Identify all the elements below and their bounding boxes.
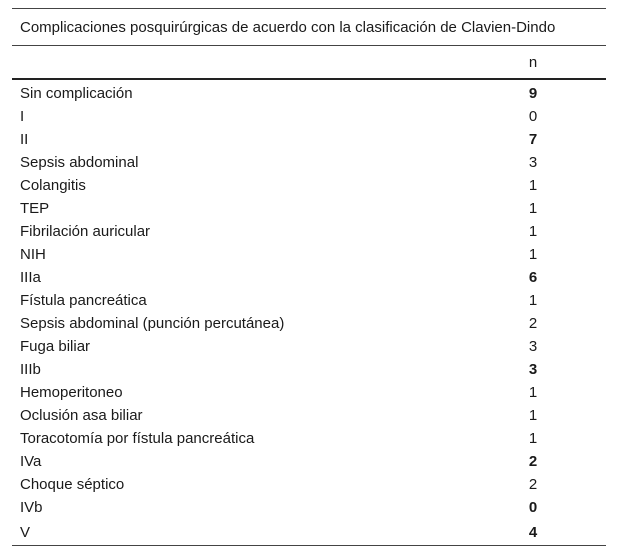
row-value: 1 <box>528 384 538 401</box>
row-label: Toracotomía por fístula pancreática <box>20 430 255 447</box>
row-label: II <box>20 131 29 148</box>
row-label: Sepsis abdominal (punción percutánea) <box>20 315 285 332</box>
table-row <box>12 450 606 473</box>
row-value: 1 <box>528 200 538 217</box>
table-header-row <box>12 46 606 80</box>
table-row <box>12 220 606 243</box>
table-row <box>12 266 606 289</box>
row-value: 2 <box>528 453 538 470</box>
table-row <box>12 381 606 404</box>
table-body <box>12 79 606 546</box>
row-label: I <box>20 108 25 125</box>
row-value: 1 <box>528 223 538 240</box>
row-value: 6 <box>528 269 538 286</box>
row-label: Sin complicación <box>20 85 133 102</box>
table-row <box>12 335 606 358</box>
complications-table <box>12 8 606 546</box>
row-label: Fibrilación auricular <box>20 223 151 240</box>
complications-table-container <box>12 8 606 546</box>
row-value: 2 <box>528 315 538 332</box>
row-label: IVa <box>20 453 42 470</box>
table-row <box>12 427 606 450</box>
row-value: 1 <box>528 430 538 447</box>
table-row <box>12 151 606 174</box>
row-value: 1 <box>528 246 538 263</box>
row-value: 1 <box>528 292 538 309</box>
row-label: NIH <box>20 246 46 263</box>
table-row <box>12 243 606 266</box>
row-value: 9 <box>528 85 538 102</box>
row-value: 1 <box>528 407 538 424</box>
row-label: Fístula pancreática <box>20 292 147 309</box>
table-row <box>12 496 606 519</box>
table-row <box>12 79 606 105</box>
row-value: 3 <box>528 338 538 355</box>
row-value: 3 <box>528 361 538 378</box>
row-label: Sepsis abdominal <box>20 154 139 171</box>
row-label: IVb <box>20 499 43 516</box>
row-value: 2 <box>528 476 538 493</box>
row-label: Choque séptico <box>20 476 125 493</box>
table-row <box>12 197 606 220</box>
row-label: V <box>12 519 460 546</box>
column-header-n: n <box>460 46 606 80</box>
row-label: TEP <box>20 200 50 217</box>
row-label: Fuga biliar <box>20 338 91 355</box>
row-label: IIIa <box>20 269 41 286</box>
row-value: 7 <box>528 131 538 148</box>
table-row <box>12 105 606 128</box>
table-row <box>12 312 606 335</box>
table-row <box>12 174 606 197</box>
table-caption: Complicaciones posquirúrgicas de acuerdo con la clasificación de Clavien-Dindo <box>12 9 606 46</box>
row-value: 1 <box>528 177 538 194</box>
row-value: 0 <box>528 108 538 125</box>
table-row <box>12 128 606 151</box>
row-label: IIIb <box>20 361 41 378</box>
table-row <box>12 289 606 312</box>
row-value: 4 <box>460 519 606 546</box>
table-row <box>12 519 606 546</box>
row-value: 0 <box>528 499 538 516</box>
table-caption-row <box>12 9 606 46</box>
row-label: Hemoperitoneo <box>20 384 123 401</box>
row-label: Oclusión asa biliar <box>20 407 143 424</box>
table-row <box>12 358 606 381</box>
table-row <box>12 473 606 496</box>
row-label: Colangitis <box>20 177 86 194</box>
table-row <box>12 404 606 427</box>
row-value: 3 <box>528 154 538 171</box>
column-header-label <box>12 46 460 80</box>
